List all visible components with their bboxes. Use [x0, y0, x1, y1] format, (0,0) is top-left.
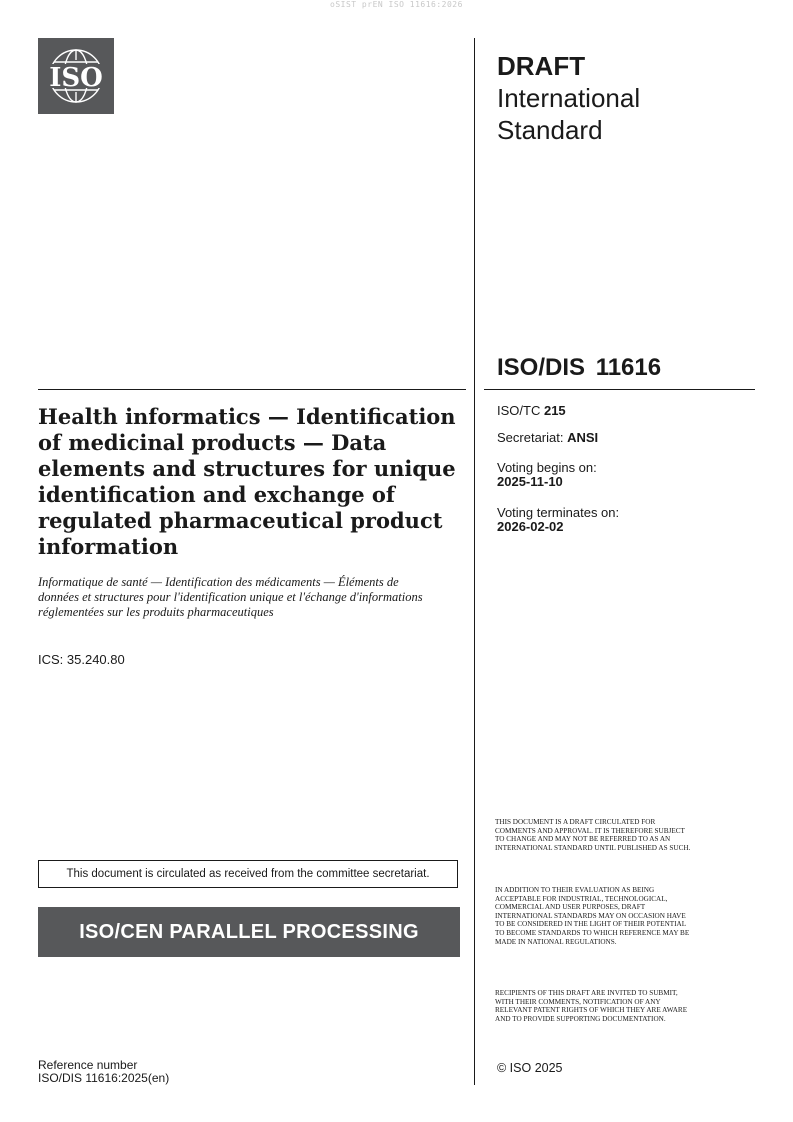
document-title-french: Informatique de santé — Identification des médicaments — Éléments de données et structures pour l'identification unique et l'échange d'informations réglementées sur les produits pharmaceutiques [38, 575, 423, 619]
document-title-english: Health informatics — Identification of medicinal products — Data elements and structures for unique identification and exchange of regulated pharmaceutical product information [38, 404, 456, 559]
voting-begins [497, 461, 597, 489]
voting-terminates-value: 2026-02-02 [497, 519, 564, 534]
voting-terminates-label: Voting terminates on: [497, 505, 620, 520]
logo-text: ISO [49, 63, 103, 93]
secretariat [497, 431, 598, 445]
document-number: ISO/DIS 11616 [497, 354, 662, 381]
reference-number [38, 1059, 169, 1085]
heading-line-international: International [497, 83, 641, 113]
draft-standard-heading [497, 50, 757, 146]
copyright: © ISO 2025 [497, 1061, 563, 1075]
ics-code: ICS: 35.240.80 [38, 652, 125, 667]
watermark: oSIST prEN ISO 11616:2026 [330, 0, 463, 9]
tc-value: 215 [543, 403, 566, 418]
heading-line-draft: DRAFT [497, 51, 586, 81]
voting-begins-value: 2025-11-10 [497, 474, 563, 489]
technical-committee [497, 404, 566, 418]
horizontal-divider-right [484, 389, 755, 390]
voting-terminates [497, 506, 619, 534]
tc-label: ISO/TC [497, 403, 541, 418]
horizontal-divider-left [38, 389, 466, 390]
heading-line-standard: Standard [497, 115, 603, 145]
reference-value: ISO/DIS 11616:2025(en) [38, 1071, 170, 1085]
secretariat-value: ANSI [567, 430, 599, 445]
draft-notice-1: THIS DOCUMENT IS A DRAFT CIRCULATED FOR COMMENTS AND APPROVAL. IT IS THEREFORE SUBJECT TO CHANGE AND MAY NOT BE REFERRED TO AS AN INTERNATIONAL STANDARD UNTIL PUBLISHED AS SUCH. [495, 818, 691, 852]
draft-notice-2: IN ADDITION TO THEIR EVALUATION AS BEING ACCEPTABLE FOR INDUSTRIAL, TECHNOLOGICAL, COMMERCIAL AND USER PURPOSES, DRAFT INTERNATIONAL STANDARDS MAY ON OCCASION HAVE TO BE CONSIDERED IN THE LIGHT OF THEIR POTENTIAL TO BECOME STANDARDS TO WHICH REFERENCE MAY BE MADE IN NATIONAL REGULATIONS. [495, 886, 690, 946]
iso-globe-logo-icon [38, 38, 114, 114]
secretariat-label: Secretariat: [497, 430, 564, 445]
parallel-processing-banner: ISO/CEN PARALLEL PROCESSING [38, 907, 460, 957]
iso-logo [38, 38, 114, 114]
draft-notice-3: RECIPIENTS OF THIS DRAFT ARE INVITED TO SUBMIT, WITH THEIR COMMENTS, NOTIFICATION OF ANY RELEVANT PATENT RIGHTS OF WHICH THEY ARE AWARE AND TO PROVIDE SUPPORTING DOCUMENTATION. [495, 989, 688, 1023]
voting-begins-label: Voting begins on: [497, 460, 597, 475]
vertical-divider [474, 38, 475, 1085]
circulation-notice-box: This document is circulated as received from the committee secretariat. [38, 860, 458, 888]
reference-label: Reference number [38, 1058, 138, 1072]
